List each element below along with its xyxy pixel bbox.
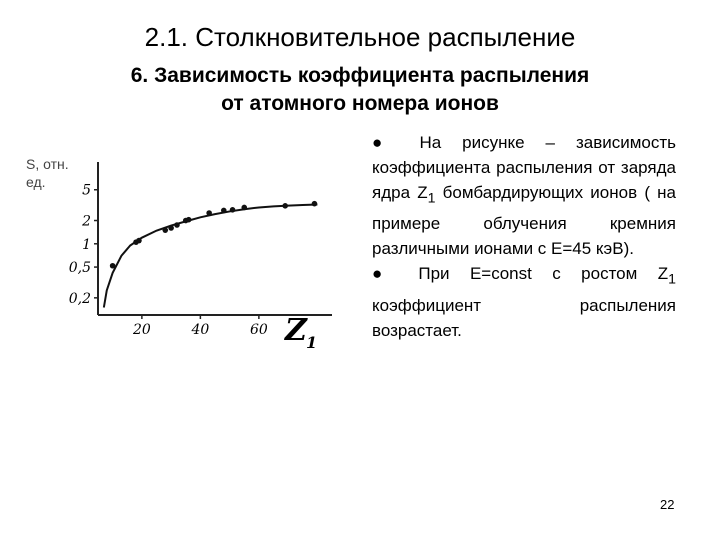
bullet-2-subscript: 1 [668, 271, 676, 288]
x-tick-label: 20 [132, 322, 151, 338]
bullet-1-text-end: бомбардирующих ионов ( на примере облучения кремния различными ионами с E=45 кэВ). [372, 183, 676, 259]
subtitle-line-1: 6. Зависимость коэффициента распыления [130, 64, 590, 87]
data-point [136, 238, 142, 244]
description [372, 130, 676, 343]
data-point [241, 205, 247, 211]
data-point [174, 222, 180, 228]
y-tick-labels [69, 183, 91, 307]
data-point [282, 203, 288, 209]
y-tick-label: 0,2 [68, 290, 91, 307]
bullet-1-subscript: 1 [427, 190, 436, 207]
data-point [162, 227, 168, 233]
data-point [168, 225, 174, 231]
data-point [312, 201, 318, 207]
slide-subtitle [60, 62, 660, 118]
page-number: 22 [660, 497, 675, 512]
y-tick-label: 1 [82, 236, 91, 253]
fit-curve [104, 205, 318, 308]
x-tick-label: 60 [249, 322, 268, 338]
y-tick-label: 2 [82, 213, 91, 230]
bullet-2-text: ● При E=const с ростом Z [372, 264, 669, 284]
bullet-2 [372, 261, 676, 342]
sputtering-yield-chart [60, 150, 350, 360]
data-point [110, 263, 116, 269]
y-axis-label-line-2: ед. [26, 174, 46, 190]
data-point [230, 207, 236, 213]
bullet-1 [372, 130, 676, 261]
x-axis-label: Z [285, 313, 307, 348]
chart-axes [94, 162, 332, 319]
x-tick-labels [132, 322, 268, 338]
y-tick-label: 5 [82, 182, 91, 199]
y-tick-label: 0,5 [68, 260, 91, 277]
data-point [206, 210, 212, 216]
data-points [110, 201, 317, 269]
bullet-1-text: ● На рисунке – зависимость коэффициента распыления от заряда ядра Z [372, 133, 676, 202]
bullet-2-text-end: коэффициент распыления возрастает. [372, 295, 676, 340]
subtitle-line-2: от атомного номера ионов [221, 92, 499, 115]
data-point [221, 208, 227, 214]
y-axis-label-line-1: S, отн. [26, 156, 69, 172]
data-point [186, 217, 192, 223]
slide-title: 2.1. Столкновительное распыление [144, 22, 576, 52]
x-axis-label-subscript: 1 [306, 333, 318, 352]
x-tick-label: 40 [191, 322, 210, 338]
